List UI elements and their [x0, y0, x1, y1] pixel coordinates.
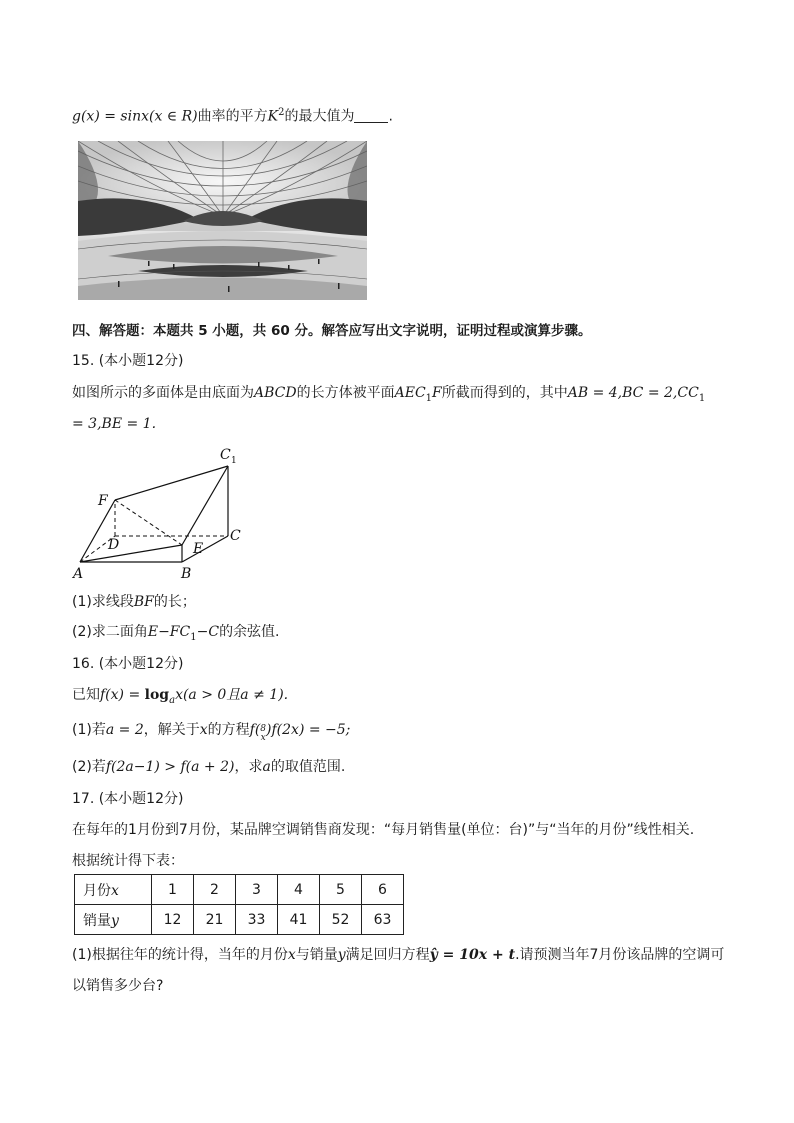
- table-cell: 2: [194, 875, 236, 905]
- table-row: [75, 905, 404, 935]
- question-14-tail: g(x) = sinx(x ∈ R)曲率的平方$K^2$的最大值为 .: [72, 107, 393, 125]
- row-header-sales: 销量y: [75, 905, 152, 935]
- question-17-head: 17. (本小题12分): [72, 791, 184, 807]
- question-16-stem: 已知$f(x) = \log_ax(a > 0$且a ≠ 1).: [72, 687, 289, 706]
- polyhedron-figure: [70, 443, 250, 583]
- table-cell: 6: [362, 875, 404, 905]
- label-e: E: [193, 541, 204, 557]
- table-cell: 21: [194, 905, 236, 935]
- function-g: g(x) = sinx(x ∈ R): [72, 108, 198, 125]
- label-f: F: [98, 493, 108, 509]
- answer-blank[interactable]: [354, 108, 388, 123]
- question-17-part-1: (1)根据往年的统计得，当年的月份x与销量y满足回归方程ŷ = 10x + t.请预测当年7月份该品牌的空调可: [72, 947, 725, 963]
- question-17-part-1-cont: 以销售多少台?: [72, 978, 164, 994]
- svg-text:1: 1: [231, 456, 237, 466]
- question-16-part-1: (1)若a = 2，解关于x的方程f( 8 x )f(2x) = −5;: [72, 722, 351, 743]
- sales-table: [74, 874, 404, 935]
- table-cell: 33: [236, 905, 278, 935]
- question-15-part-1: (1)求线段BF的长；: [72, 594, 196, 610]
- table-cell: 41: [278, 905, 320, 935]
- fraction-8-over-x: 8 x: [260, 724, 267, 743]
- table-cell: 63: [362, 905, 404, 935]
- question-15-stem: 如图所示的多面体是由底面为ABCD的长方体被平面$AEC_1F$所截而得到的，其中AB = $4,BC = 2,CC_1$: [72, 385, 706, 404]
- question-15-head: 15. (本小题12分): [72, 353, 184, 369]
- section-4-heading: 四、解答题：本题共 5 小题，共 60 分。解答应写出文字说明，证明过程或演算步骤。: [72, 323, 592, 339]
- table-cell: 4: [278, 875, 320, 905]
- table-cell: 3: [236, 875, 278, 905]
- label-c1: C: [220, 447, 231, 463]
- table-cell: 5: [320, 875, 362, 905]
- table-cell: 12: [152, 905, 194, 935]
- row-header-month: 月份x: [75, 875, 152, 905]
- question-16-head: 16. (本小题12分): [72, 656, 184, 672]
- question-16-part-2: (2)若f(2a−1) > f(a + 2)，求a的取值范围.: [72, 759, 346, 775]
- question-15-part-2: (2)求二面角$E-FC_1-C$的余弦值.: [72, 624, 280, 643]
- label-c: C: [230, 528, 241, 544]
- label-d: D: [108, 537, 120, 553]
- table-cell: 1: [152, 875, 194, 905]
- question-15-stem-cont: = 3,BE = 1.: [72, 416, 157, 432]
- label-b: B: [181, 566, 192, 582]
- label-a: A: [73, 566, 84, 582]
- question-17-stem-2: 根据统计得下表：: [72, 853, 184, 869]
- table-row: [75, 875, 404, 905]
- question-17-stem: 在每年的1月份到7月份，某品牌空调销售商发现：“每月销售量(单位：台)”与“当年的月份”线性相关.: [72, 822, 695, 838]
- architecture-photo: [78, 141, 367, 300]
- table-cell: 52: [320, 905, 362, 935]
